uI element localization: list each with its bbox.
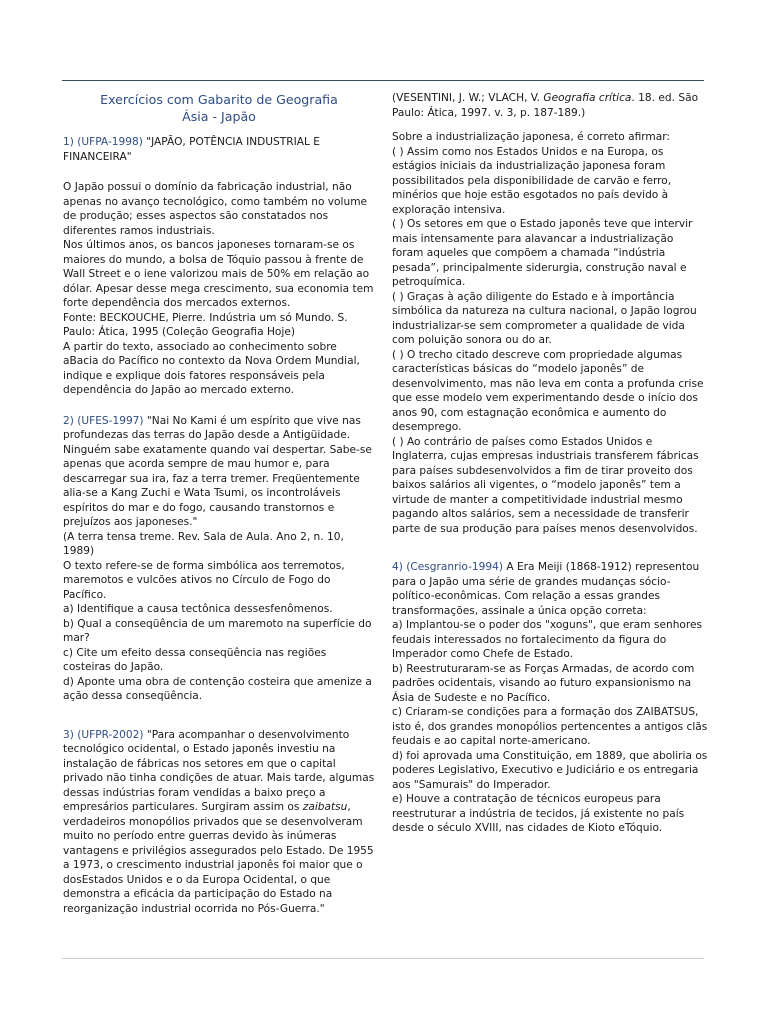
question-1-paragraph-1: O Japão possui o domínio da fabricação industrial, não apenas no avanço tecnológico, como também no volume de produção; esses aspectos são constatados nos diferentes ramos industriais. <box>63 181 368 237</box>
question-4-option-b: b) Reestruturaram-se as Forças Armadas, de acordo com padrões ocidentais, visando ao futuro expansionismo na Ásia de Sudeste e no Pacífico. <box>392 662 695 704</box>
question-3-option-5: ( ) Ao contrário de países como Estados Unidos e Inglaterra, cujas empresas industriais transferem fábricas para países subdesenvolvidos a fim de tirar proveito dos baixos salários ali vigentes, o “modelo japonês” tem a virtude de manter a competitividade industrial mesmo pagando altos salários, sem a necessidade de transferir parte de sua produção para países menos desenvolvidos. <box>392 435 699 535</box>
question-1-heading <box>63 135 375 164</box>
question-3-text <box>63 728 375 917</box>
question-4-option-c: c) Criaram-se condições para a formação dos ZAIBATSUS, isto é, dos grandes monopólios pertencentes a antigos clãs feudais e ao capital norte-americano. <box>392 706 708 747</box>
question-3-text-part-1: "Para acompanhar o desenvolvimento tecnológico ocidental, o Estado japonês investiu na instalação de fábricas nos setores em que o capital privado não tinha condições de atuar. Mais tarde, algumas dessas indústrias foram vendidas a baixo preço a empresários particulares. Surgiram assim os <box>63 728 375 813</box>
question-1-prompt: A partir do texto, associado ao conhecimento sobre aBacia do Pacífico no contexto da Nova Ordem Mundial, indique e explique dois fatores responsáveis pela dependência do Japão ao mercado externo. <box>63 340 360 396</box>
top-rule <box>62 80 704 81</box>
right-column <box>392 91 708 836</box>
question-4-option-a: a) Implantou-se o poder dos "xoguns", que eram senhores feudais interessados no fortalecimento da figura do Imperador como Chefe de Estado. <box>392 619 703 660</box>
question-3-option-1: ( ) Assim como nos Estados Unidos e na Europa, os estágios iniciais da industrialização japonesa foram possibilitados pela disponibilidade de carvão e ferro, minérios que hoje estão esgotados no país devido à exploração intensiva. <box>392 145 672 216</box>
question-2-number: 2) (UFES-1997) <box>63 414 144 427</box>
left-column <box>63 91 375 916</box>
document-subtitle: Ásia - Japão <box>182 109 256 124</box>
question-2-intro: O texto refere-se de forma simbólica aos terremotos, maremotos e vulcões ativos no Círculo de Fogo do Pacífico. <box>63 559 345 601</box>
question-2-item-b: b) Qual a conseqüência de um maremoto na superfície do mar? <box>63 617 372 644</box>
question-3-citation-details: . 18. ed. São Paulo: Ática, 1997. v. 3, p. 187-189.) <box>392 92 699 119</box>
question-3-option-2: ( ) Os setores em que o Estado japonês teve que intervir mais intensamente para alavancar a industrialização foram aqueles que compõem a chamada “indústria pesada”, principalmente siderurgia, construção naval e petroquímica. <box>392 218 693 288</box>
question-1-source: Fonte: BECKOUCHE, Pierre. Indústria um só Mundo. S. Paulo: Ática, 1995 (Coleção Geografia Hoje) <box>63 311 348 338</box>
question-2-source: (A terra tensa treme. Rev. Sala de Aula. Ano 2, n. 10, 1989) <box>63 530 344 557</box>
question-2-text <box>63 414 375 530</box>
question-3-text-part-2: , verdadeiros monopólios privados que se desenvolveram muito no período entre guerras devido às inúmeras vantagens e privilégios assegurados pelo Estado. De 1955 a 1973, o crescimento industrial japonês foi maior que o dosEstados Unidos e o da Europa Ocidental, o que demonstra a eficácia da participação do Estado na reorganização industrial ocorrida no Pós-Guerra." <box>63 801 374 915</box>
question-3-citation-authors: (VESENTINI, J. W.; VLACH, V. <box>392 92 544 104</box>
question-3-option-4: ( ) O trecho citado descreve com propriedade algumas características básicas do “modelo japonês” de desenvolvimento, mas não leva em conta a profunda crise que esse modelo vem experimentando desde o início dos anos 90, com estagnação econômica e aumento do desemprego. <box>392 348 704 433</box>
question-3-option-3: ( ) Graças à ação diligente do Estado e à importância simbólica da natureza na cultura nacional, o Japão logrou industrializar-se sem comprometer a qualidade de vida com poluição sonora ou do ar. <box>392 290 697 346</box>
question-3-number: 3) (UFPR-2002) <box>63 728 144 741</box>
question-1-number: 1) (UFPA-1998) <box>63 136 143 148</box>
question-4-statement: A Era Meiji (1868-1912) representou para o Japão uma série de grandes mudanças sócio-político-econômicas. Com relação a essas grandes transformações, assinale a única opção correta: <box>392 561 700 617</box>
question-1-paragraph-2: Nos últimos anos, os bancos japoneses tornaram-se os maiores do mundo, a bolsa de Tóquio passou à frente de Wall Street e o iene valorizou mais de 50% em relação ao dólar. Apesar desse mega crescimento, sua economia tem forte dependência dos mercados externos. <box>63 239 374 309</box>
document-title: Exercícios com Gabarito de Geografia <box>100 92 338 107</box>
question-1-title: "JAPÃO, POTÊNCIA INDUSTRIAL E FINANCEIRA" <box>63 136 320 163</box>
question-3-zaibatsu-term: zaibatsu <box>302 801 348 813</box>
question-4-text <box>392 560 708 618</box>
question-2-item-c: c) Cite um efeito dessa conseqüência nas regiões costeiras do Japão. <box>63 646 327 673</box>
question-2-item-d: d) Aponte uma obra de contenção costeira que amenize a ação dessa conseqüência. <box>63 675 372 702</box>
bottom-rule <box>62 958 704 959</box>
question-3-prompt: Sobre a industrialização japonesa, é correto afirmar: <box>392 131 670 143</box>
question-3-citation <box>392 91 708 120</box>
question-2-item-a: a) Identifique a causa tectônica dessesfenômenos. <box>63 603 333 615</box>
question-4-option-d: d) foi aprovada uma Constituição, em 1889, que aboliria os poderes Legislativo, Executivo e Judiciário e os entregaria aos "Samurais" do Imperador. <box>392 749 708 791</box>
question-4-number: 4) (Cesgranrio-1994) <box>392 561 503 573</box>
question-4-option-e: e) Houve a contratação de técnicos europeus para reestruturar a indústria de tecidos, já existente no país desde o século XVIII, nas cidades de Kioto eTóquio. <box>392 793 685 834</box>
question-2-quote: "Nai No Kami é um espírito que vive nas profundezas das terras do Japão desde a Antigüidade. Ninguém sabe exatamente quando vai despertar. Sabe-se apenas que acorda sempre de mau humor e, para descarregar sua ira, faz a terra tremer. Freqüentemente alia-se a Kang Zuchi e Wata Tsumi, os incontroláveis espíritos do mar e do fogo, causando transtornos e prejuízos aos japoneses." <box>63 414 372 528</box>
question-3-citation-title: Geografia crítica <box>543 92 632 104</box>
